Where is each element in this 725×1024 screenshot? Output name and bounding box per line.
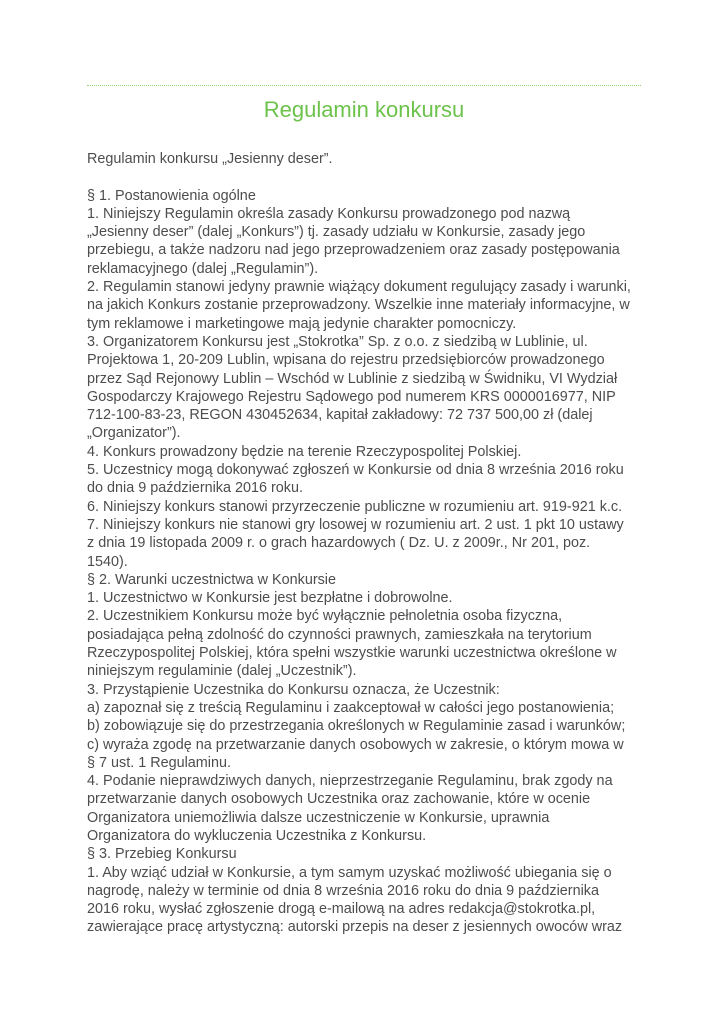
text-line: b) zobowiązuje się do przestrzegania określonych w Regulaminie zasad i warunków;: [87, 718, 626, 735]
text-line: przebiegu, a także nadzoru nad jego przeprowadzeniem oraz zasady postępowania: [87, 242, 620, 259]
text-line: Organizatora uniemożliwia dalsze uczestniczenie w Konkursie, uprawnia: [87, 809, 550, 826]
regulation-lines: [87, 187, 647, 937]
text-line: 4. Podanie nieprawdziwych danych, nieprzestrzeganie Regulaminu, brak zgody na: [87, 773, 613, 790]
text-line: 6. Niniejszy konkurs stanowi przyrzeczenie publiczne w rozumieniu art. 919-921 k.c.: [87, 498, 623, 515]
text-line: 5. Uczestnicy mogą dokonywać zgłoszeń w Konkursie od dnia 8 września 2016 roku: [87, 462, 624, 479]
regulation-body: [87, 150, 647, 937]
text-line: reklamacyjnego (dalej „Regulamin”).: [87, 260, 319, 277]
text-line: zawierające pracę artystyczną: autorski przepis na deser z jesiennych owoców wraz: [87, 919, 623, 936]
text-line: § 3. Przebieg Konkursu: [87, 846, 237, 863]
text-line: Organizatora do wykluczenia Uczestnika z Konkursu.: [87, 827, 427, 844]
text-line: 3. Przystąpienie Uczestnika do Konkursu oznacza, że Uczestnik:: [87, 681, 500, 698]
text-line: § 1. Postanowienia ogólne: [87, 187, 256, 204]
text-line: tym reklamowe i marketingowe mają jedynie charakter pomocniczy.: [87, 315, 517, 332]
text-line: c) wyraża zgodę na przetwarzanie danych osobowych w zakresie, o którym mowa w: [87, 736, 624, 753]
text-line: posiadająca pełną zdolność do czynności prawnych, zamieszkała na terytorium: [87, 626, 592, 643]
text-line: 1. Aby wziąć udział w Konkursie, a tym samym uzyskać możliwość ubiegania się o: [87, 864, 612, 881]
text-line: 7. Niniejszy konkurs nie stanowi gry losowej w rozumieniu art. 2 ust. 1 pkt 10 ustawy: [87, 516, 624, 533]
text-line: Projektowa 1, 20-209 Lublin, wpisana do rejestru przedsiębiorców prowadzonego: [87, 352, 605, 369]
text-line: z dnia 19 listopada 2009 r. o grach hazardowych ( Dz. U. z 2009r., Nr 201, poz.: [87, 535, 591, 552]
text-line: do dnia 9 października 2016 roku.: [87, 480, 304, 497]
text-line: 1. Uczestnictwo w Konkursie jest bezpłatne i dobrowolne.: [87, 590, 453, 607]
text-line: 1. Niniejszy Regulamin określa zasady Konkursu prowadzonego pod nazwą: [87, 205, 571, 222]
text-line: § 2. Warunki uczestnictwa w Konkursie: [87, 571, 337, 588]
page-title: Regulamin konkursu: [263, 97, 465, 122]
text-line: Gospodarczy Krajowego Rejestru Sądowego pod numerem KRS 0000016977, NIP: [87, 388, 616, 405]
text-line: „Organizator”).: [87, 425, 181, 442]
text-line: niniejszym regulaminie (dalej „Uczestnik”).: [87, 663, 357, 680]
intro-line: Regulamin konkursu „Jesienny deser”.: [87, 151, 333, 167]
text-line: na jakich Konkurs zostanie przeprowadzony. Wszelkie inne materiały informacyjne, w: [87, 297, 630, 314]
text-line: 2. Uczestnikiem Konkursu może być wyłącznie pełnoletnia osoba fizyczna,: [87, 608, 563, 625]
text-line: 2016 roku, wysłać zgłoszenie drogą e-mailową na adres redakcja@stokrotka.pl,: [87, 901, 596, 918]
text-line: „Jesienny deser” (dalej „Konkurs”) tj. zasady udziału w Konkursie, zasady jego: [87, 224, 586, 241]
text-line: nagrodę, należy w terminie od dnia 8 września 2016 roku do dnia 9 października: [87, 882, 599, 899]
text-line: 712-100-83-23, REGON 430452634, kapitał zakładowy: 72 737 500,00 zł (dalej: [87, 407, 593, 424]
text-line: 3. Organizatorem Konkursu jest „Stokrotka” Sp. z o.o. z siedzibą w Lublinie, ul.: [87, 333, 588, 350]
text-line: Rzeczypospolitej Polskiej, która spełni wszystkie warunki uczestnictwa określone w: [87, 645, 617, 662]
text-line: 2. Regulamin stanowi jedyny prawnie wiążący dokument regulujący zasady i warunki,: [87, 279, 631, 296]
text-line: 1540).: [87, 553, 128, 570]
text-line: § 7 ust. 1 Regulaminu.: [87, 754, 231, 771]
text-line: 4. Konkurs prowadzony będzie na terenie Rzeczypospolitej Polskiej.: [87, 443, 522, 460]
text-line: a) zapoznał się z treścią Regulaminu i zaakceptował w całości jego postanowienia;: [87, 699, 615, 716]
text-line: przez Sąd Rejonowy Lublin – Wschód w Lublinie z siedzibą w Świdniku, VI Wydział: [87, 370, 618, 387]
top-divider: [87, 85, 641, 86]
text-line: przetwarzanie danych osobowych Uczestnika oraz zachowanie, które w ocenie: [87, 791, 591, 808]
paragraph-spacer: [87, 168, 647, 186]
